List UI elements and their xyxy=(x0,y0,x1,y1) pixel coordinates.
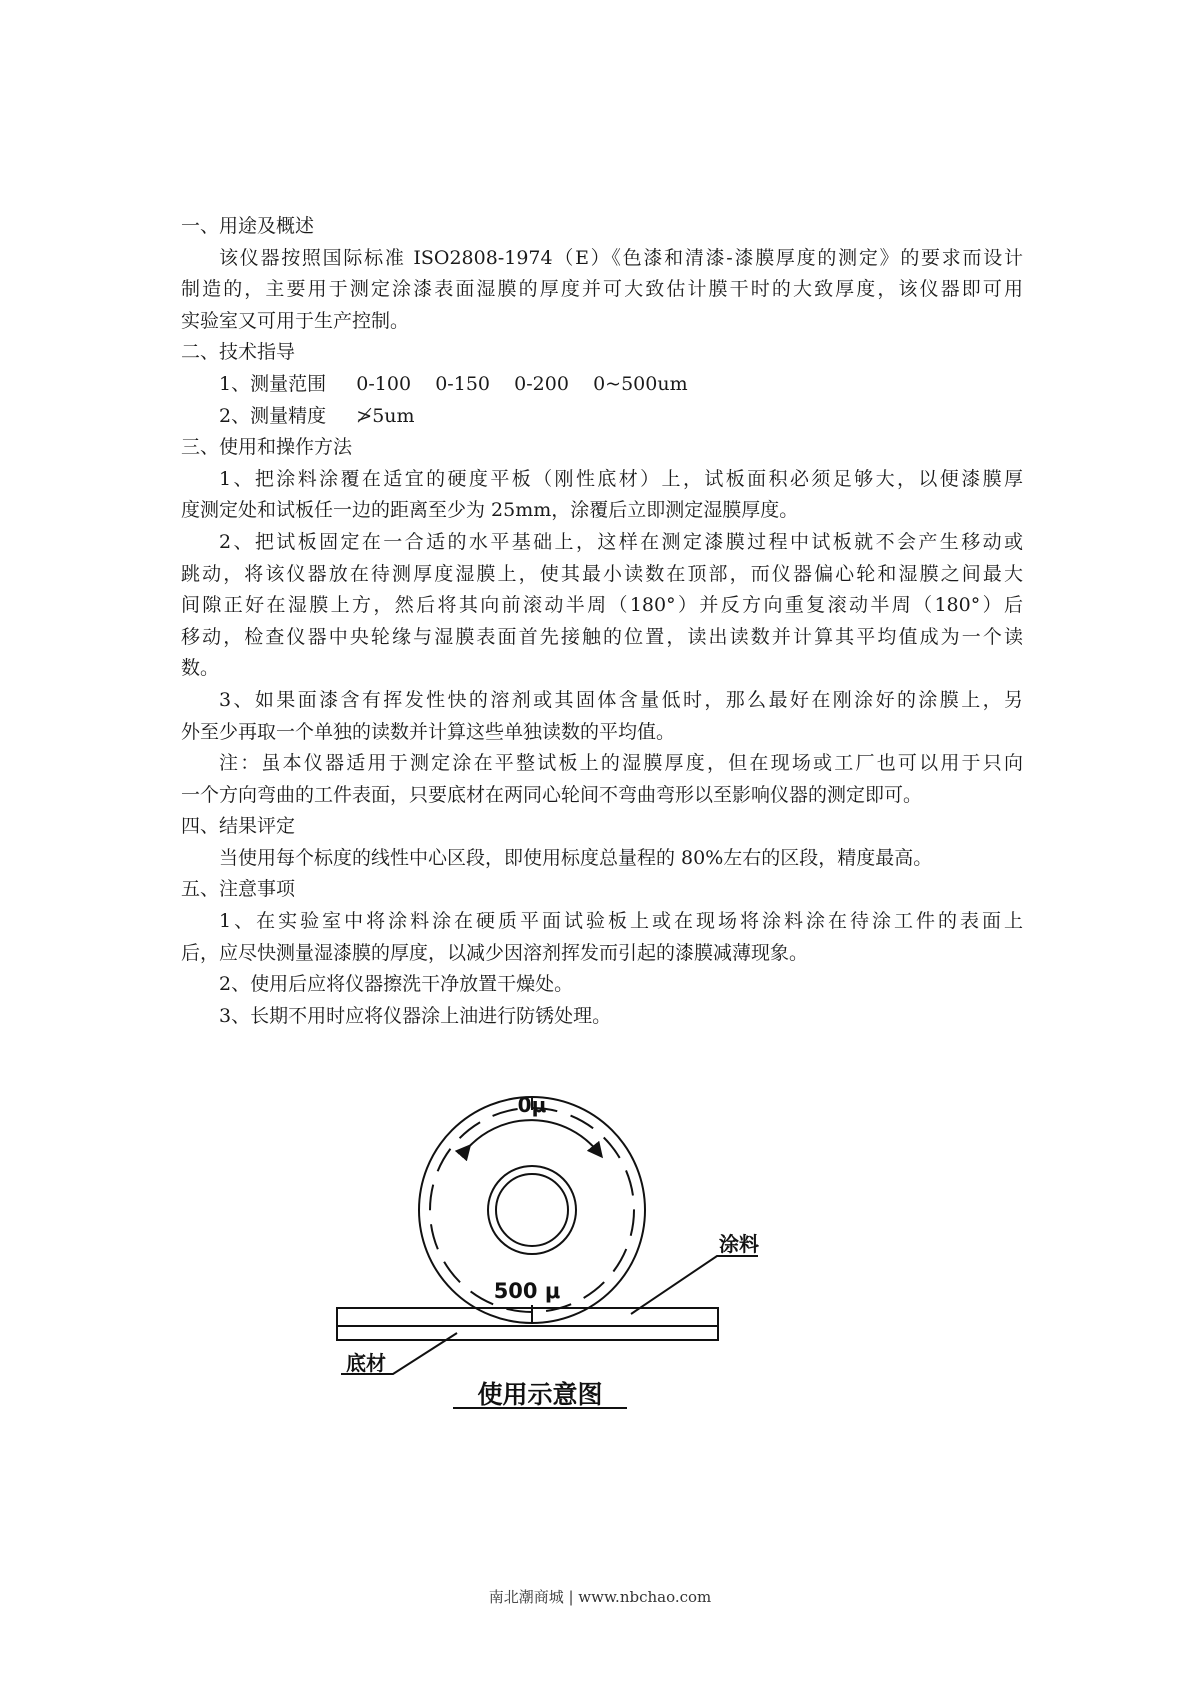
paragraph-line: 制造的，主要用于测定涂漆表面湿膜的厚度并可大致估计膜干时的大致厚度，该仪器即可用 xyxy=(181,278,1023,301)
rotation-arrow xyxy=(466,1120,598,1152)
wheel-hub-inner xyxy=(496,1174,568,1246)
paragraph-line: 该仪器按照国际标准 ISO2808-1974（E）《色漆和清漆-漆膜厚度的测定》的要求而设计 xyxy=(219,246,1023,269)
paragraph-line: 外至少再取一个单独的读数并计算这些单独读数的平均值。 xyxy=(181,720,676,743)
note-line: 注：虽本仪器适用于测定涂在平整试板上的湿膜厚度，但在现场或工厂也可以用于只向 xyxy=(219,752,1023,775)
section-heading-1: 一、用途及概述 xyxy=(181,215,315,237)
paragraph-line: 数。 xyxy=(181,657,220,680)
paragraph-line: 3、如果面漆含有挥发性快的溶剂或其固体含量低时，那么最好在刚涂好的涂膜上，另 xyxy=(219,688,1023,711)
section-heading-4: 四、结果评定 xyxy=(181,815,296,838)
note-line: 一个方向弯曲的工件表面，只要底材在两同心轮间不弯曲弯形以至影响仪器的测定即可。 xyxy=(181,783,923,806)
spec-accuracy: 2、测量精度 ≯5um xyxy=(219,404,415,427)
paragraph-line: 度测定处和试板任一边的距离至少为 25mm，涂覆后立即测定湿膜厚度。 xyxy=(181,499,799,522)
paragraph-line: 跳动，将该仪器放在待测厚度湿膜上，使其最小读数在顶部，而仪器偏心轮和湿膜之间最大 xyxy=(181,562,1023,585)
wheel-hub-outer xyxy=(488,1166,576,1254)
paragraph-line: 移动，检查仪器中央轮缘与湿膜表面首先接触的位置，读出读数并计算其平均值成为一个读 xyxy=(181,625,1023,648)
spec-measuring-range: 1、测量范围 0-100 0-150 0-200 0~500um xyxy=(219,372,688,395)
coating-leader xyxy=(631,1256,758,1314)
paragraph-line: 2、把试板固定在一合适的水平基础上，这样在测定漆膜过程中试板就不会产生移动或 xyxy=(219,530,1023,553)
paragraph-line: 间隙正好在湿膜上方，然后将其向前滚动半周（180°）并反方向重复滚动半周（180°）后 xyxy=(181,594,1023,617)
figure-caption: 使用示意图 xyxy=(477,1380,603,1409)
paragraph-line: 实验室又可用于生产控制。 xyxy=(181,309,410,332)
section-heading-5: 五、注意事项 xyxy=(181,878,296,901)
paragraph-line: 1、在实验室中将涂料涂在硬质平面试验板上或在现场将涂料涂在待涂工件的表面上 xyxy=(219,910,1023,933)
paragraph-line: 2、使用后应将仪器擦洗干净放置干燥处。 xyxy=(219,973,574,996)
label-substrate: 底材 xyxy=(346,1351,386,1375)
paragraph-line: 后，应尽快测量湿漆膜的厚度，以减少因溶剂挥发而引起的漆膜减薄现象。 xyxy=(181,941,809,964)
substrate-plate xyxy=(337,1326,718,1340)
section-heading-3: 三、使用和操作方法 xyxy=(181,436,353,459)
paragraph-line: 当使用每个标度的线性中心区段，即使用标度总量程的 80%左右的区段，精度最高。 xyxy=(219,846,933,869)
label-zero-micron: 0μ xyxy=(517,1093,547,1117)
label-500-micron: 500 μ xyxy=(493,1279,561,1303)
section-heading-2: 二、技术指导 xyxy=(181,341,296,364)
paragraph-line: 3、长期不用时应将仪器涂上油进行防锈处理。 xyxy=(219,1004,612,1027)
footer-source: 南北潮商城 | www.nbchao.com xyxy=(488,1588,712,1606)
paragraph-line: 1、把涂料涂覆在适宜的硬度平板（刚性底材）上，试板面积必须足够大，以便漆膜厚 xyxy=(219,467,1023,490)
label-coating: 涂料 xyxy=(719,1232,759,1256)
